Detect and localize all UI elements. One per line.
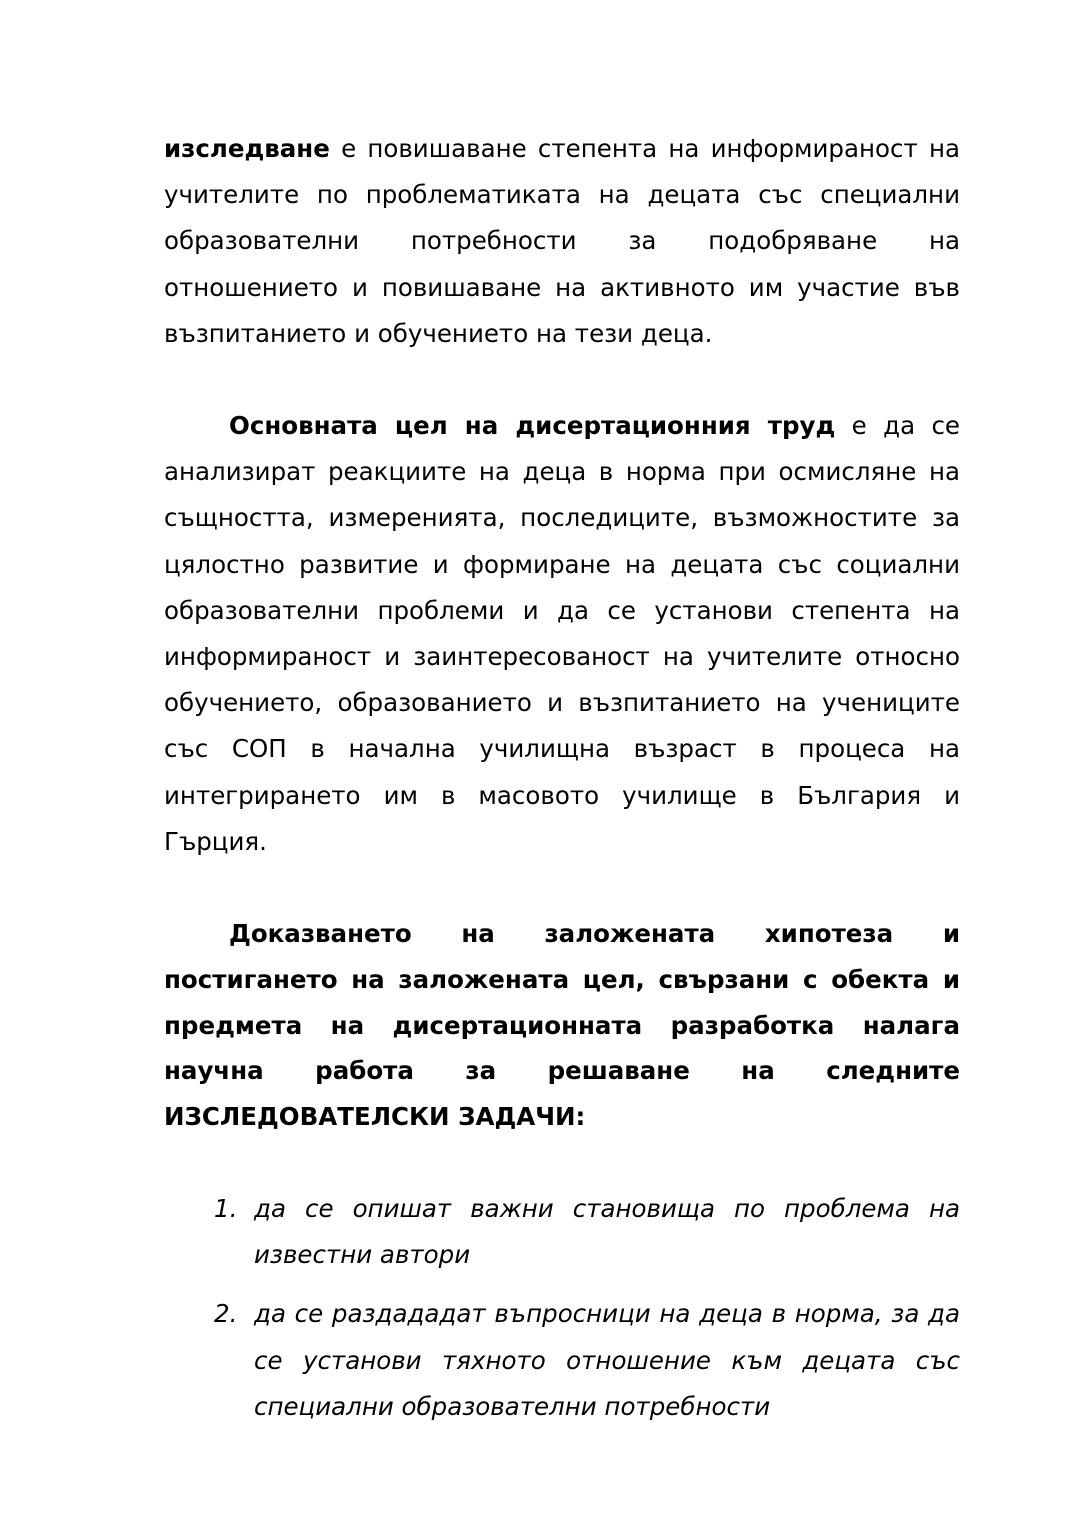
document-body	[164, 126, 960, 1430]
paragraph-research-tasks-intro: Доказването на заложената хипотеза и постигането на заложената цел, свързани с обекта и предмета на дисертационната разработка налага научна работа за решаване на следните ИЗСЛЕДОВАТЕЛСКИ ЗАДАЧИ:	[164, 919, 960, 1132]
list-item-number: 1.	[214, 1194, 238, 1224]
list-item-text: да се раздададат въпросници на деца в норма, за да се установи тяхното отношение към децата със специални образователни потребности	[254, 1299, 960, 1421]
paragraph-text: е да се анализират реакциите на деца в норма при осмисляне на същността, измеренията, последиците, възможностите за цялостно развитие и формиране на децата със социални образователни проблеми и да се установи степента на информираност и заинтересованост на учителите относно обучението, образованието и възпитанието на учениците със СОП в начална училищна възраст в процеса на интегрирането им в масовото училище в България и Гърция.	[164, 411, 961, 856]
list-item	[164, 1186, 960, 1278]
list-item-text: да се опишат важни становища по проблема на известни автори	[254, 1194, 960, 1270]
paragraph-dissertation-goal	[164, 403, 960, 865]
research-tasks-list	[164, 1186, 960, 1430]
paragraph-research-purpose	[164, 126, 960, 357]
paragraph-text: е повишаване степента на информираност на учителите по проблематиката на децата със специални образователни потребности за подобряване на отношението и повишаване на активното им участие във възпитанието и обучението на тези деца.	[164, 134, 960, 348]
paragraph-lead-bold: изследване	[164, 134, 330, 163]
paragraph-lead-bold: Основната цел на дисертационния труд	[229, 411, 836, 441]
list-item-number: 2.	[214, 1299, 238, 1329]
list-item	[164, 1291, 960, 1430]
